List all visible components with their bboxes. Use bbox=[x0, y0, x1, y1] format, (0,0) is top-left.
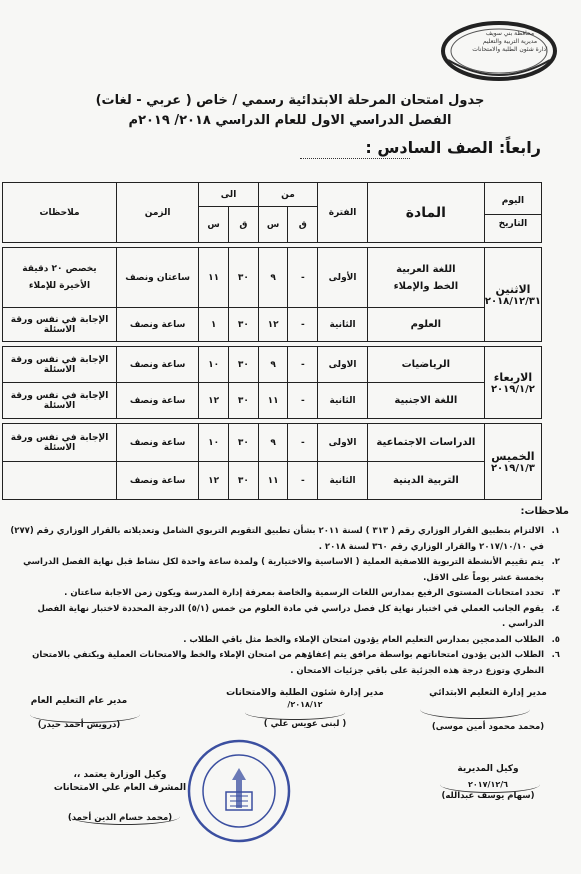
period-cell: الثانية bbox=[318, 308, 368, 342]
table-row bbox=[3, 248, 542, 308]
from-q-header: ق bbox=[288, 207, 318, 243]
from-q-cell: - bbox=[288, 347, 318, 383]
period-cell: الثانية bbox=[318, 462, 368, 500]
student-affairs-signature: مدير إدارة شئون الطلبة والامتحانات ٢٠١٨/١٢/ ( لبنى عويس علي ) bbox=[226, 688, 384, 729]
from-q-cell: - bbox=[288, 383, 318, 419]
to-s-header: س bbox=[199, 207, 229, 243]
schedule-subtitle: الفصل الدراسي الاول للعام الدراسي ٢٠١٨/ ٢٠١٩م bbox=[128, 113, 452, 128]
signature-scribble bbox=[245, 705, 345, 720]
to-q-header: ق bbox=[229, 207, 259, 243]
table-row bbox=[3, 308, 542, 342]
notes-cell: الإجابة في نفس ورقة الاسئلة bbox=[3, 347, 117, 383]
from-s-cell: ٩ bbox=[258, 347, 288, 383]
to-s-cell: ١ bbox=[199, 308, 229, 342]
table-row bbox=[3, 383, 542, 419]
note-item: ١. الالتزام بتطبيق القرار الوزاري رقم ( ٣١٣ ) لسنة ٢٠١١ بشأن تطبيق التقويم التربوي الشامل وتعديلاته بالقرار الوزاري رقم (٢٧٧) في ٢٠١٧/١٠/١٠ والقرار الوزاري رقم ٣٦٠ لسنة ٢٠١٨ . bbox=[10, 526, 560, 552]
period-header: الفترة bbox=[318, 183, 368, 243]
duration-cell: ساعة ونصف bbox=[116, 308, 198, 342]
day-cell: الاربعاء ٢٠١٩/١/٢ bbox=[484, 347, 541, 419]
subject-cell: التربية الدينية bbox=[367, 462, 484, 500]
note-item: ٢. يتم تقييم الأنشطة التربوية اللاصفية العملية ( الاساسية والاختيارية ) ولمدة ساعة واحدة لكل نشاط قبل نهاية الفصل الدراسي بخمسة عشر يوماً على الاقل. bbox=[23, 557, 560, 583]
subject-cell: اللغة الاجنبية bbox=[367, 383, 484, 419]
from-s-header: س bbox=[258, 207, 288, 243]
signature-scribble bbox=[30, 706, 140, 723]
from-s-cell: ٩ bbox=[258, 248, 288, 308]
signature-scribble bbox=[70, 808, 180, 825]
from-header: من bbox=[258, 183, 317, 207]
primary-education-signature: مدير إدارة التعليم الابتدائي (محمد محمود أمين موسى) bbox=[429, 688, 547, 732]
notes-cell: الإجابة في نفس ورقة الاسئلة bbox=[3, 308, 117, 342]
day-cell: الخميس ٢٠١٩/١/٣ bbox=[484, 424, 541, 500]
to-s-cell: ١٢ bbox=[199, 462, 229, 500]
ministry-signature: وكيل الوزارة يعتمد ،، المشرف العام علي الامتحانات (محمد حسام الدين أحمد) bbox=[53, 770, 187, 823]
notes-header: ملاحظات bbox=[3, 183, 117, 243]
note-item: ٦. الطلاب الذين يؤدون امتحاناتهم بواسطة مرافق يتم إعفاؤهم من امتحان الإملاء والخط والامتحانات العملية ويكتفي بالامتحان النظري وتوزع درجة هذه الجزئية على باقي جزئيات الامتحان . bbox=[32, 650, 560, 676]
notes-list bbox=[0, 524, 572, 679]
notes-cell: يخصص ٢٠ دقيقة الأخيرة للإملاء bbox=[3, 248, 117, 308]
subject-header: المادة bbox=[367, 183, 484, 243]
table-row bbox=[3, 424, 542, 462]
notes-cell: الإجابة في نفس ورقة الاسئلة bbox=[3, 383, 117, 419]
to-q-cell: ٣٠ bbox=[229, 383, 259, 419]
note-item: ٤. يقوم الجانب العملي في اختبار نهاية كل فصل دراسي في مادة العلوم من خمس (٥/١) الدرجة المحددة لاختبار نهاية الفصل الدراسي . bbox=[37, 603, 560, 629]
duration-cell: ساعة ونصف bbox=[116, 424, 198, 462]
grade-heading: رابعاً: الصف السادس : bbox=[365, 138, 541, 157]
table-row bbox=[3, 462, 542, 500]
general-education-signature: مدير عام التعليم العام (درويش أحمد حيدر) bbox=[30, 696, 128, 730]
period-cell: الاولى bbox=[318, 347, 368, 383]
notes-title: ملاحظات: bbox=[520, 506, 569, 517]
exam-schedule-table bbox=[2, 182, 542, 500]
from-s-cell: ١٢ bbox=[258, 308, 288, 342]
notes-cell bbox=[3, 462, 117, 500]
duration-cell: ساعة ونصف bbox=[116, 347, 198, 383]
duration-cell: ساعة ونصف bbox=[116, 462, 198, 500]
from-q-cell: - bbox=[288, 308, 318, 342]
duration-header: الزمن bbox=[116, 183, 198, 243]
to-q-cell: ٣٠ bbox=[229, 308, 259, 342]
to-s-cell: ١٠ bbox=[199, 347, 229, 383]
note-item: ٣. تحدد امتحانات المستوى الرفيع بمدارس اللغات الرسمية والخاصة بمعرفة إدارة المدرسة ويكون زمن الاجابة ساعتان . bbox=[64, 588, 560, 598]
period-cell: الأولى bbox=[318, 248, 368, 308]
signature-scribble bbox=[440, 776, 540, 793]
to-header: الى bbox=[199, 183, 258, 207]
to-s-cell: ١٢ bbox=[199, 383, 229, 419]
day-date-header: اليوم التاريخ bbox=[484, 183, 541, 243]
to-s-cell: ١٠ bbox=[199, 424, 229, 462]
period-cell: الثانية bbox=[318, 383, 368, 419]
from-q-cell: - bbox=[288, 424, 318, 462]
from-q-cell: - bbox=[288, 248, 318, 308]
to-q-cell: ٣٠ bbox=[229, 462, 259, 500]
subject-cell: العلوم bbox=[367, 308, 484, 342]
to-q-cell: ٣٠ bbox=[229, 248, 259, 308]
note-item: ٥. الطلاب المدمجين بمدارس التعليم العام يؤدون امتحان الإملاء والخط مثل باقي الطلاب . bbox=[183, 634, 560, 645]
to-q-cell: ٣٠ bbox=[229, 424, 259, 462]
from-s-cell: ١١ bbox=[258, 462, 288, 500]
subject-cell: الرياضيات bbox=[367, 347, 484, 383]
logo-caption: محافظة بني سويف مديرية التربية والتعليم إدارة شئون الطلبة والامتحانات bbox=[472, 30, 548, 53]
from-s-cell: ١١ bbox=[258, 383, 288, 419]
notes-cell: الإجابة في نفس ورقة الاسئلة bbox=[3, 424, 117, 462]
period-cell: الاولى bbox=[318, 424, 368, 462]
to-s-cell: ١١ bbox=[199, 248, 229, 308]
table-row bbox=[3, 347, 542, 383]
official-stamp bbox=[186, 738, 292, 844]
duration-cell: ساعتان ونصف bbox=[116, 248, 198, 308]
from-s-cell: ٩ bbox=[258, 424, 288, 462]
schedule-title: جدول امتحان المرحلة الابتدائية رسمي / خاص ( عربي - لغات) bbox=[95, 93, 485, 108]
subject-cell: الدراسات الاجتماعية bbox=[367, 424, 484, 462]
grade-underline bbox=[300, 158, 410, 159]
day-cell: الاثنين ٢٠١٨/١٢/٣١ bbox=[484, 248, 541, 342]
deputy-signature: وكيل المديرية ٢٠١٧/١٢/٦ (سهام يوسف عبدالله) bbox=[441, 764, 535, 801]
subject-cell: اللغة العربية الخط والإملاء bbox=[367, 248, 484, 308]
from-q-cell: - bbox=[288, 462, 318, 500]
to-q-cell: ٣٠ bbox=[229, 347, 259, 383]
signature-scribble bbox=[420, 700, 530, 719]
duration-cell: ساعة ونصف bbox=[116, 383, 198, 419]
